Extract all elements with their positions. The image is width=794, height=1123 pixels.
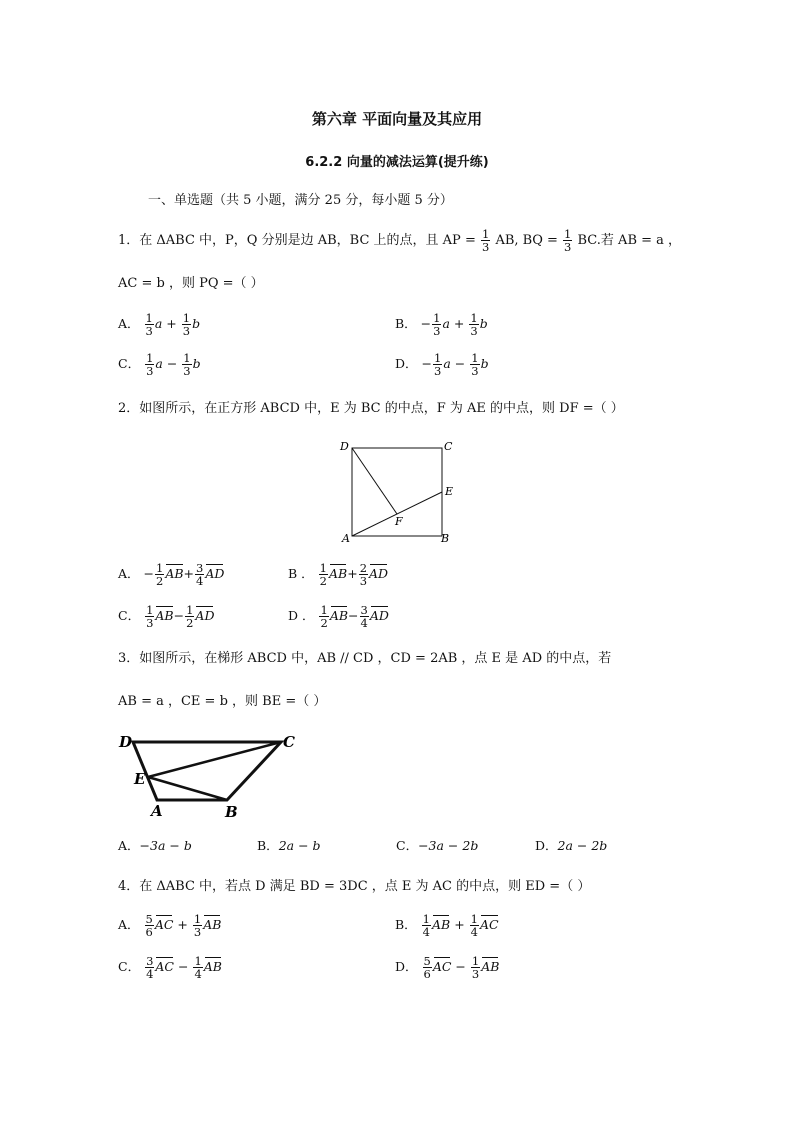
option-label: D．: [395, 959, 418, 974]
frac-denominator: 4: [146, 967, 154, 981]
frac-denominator: 2: [156, 574, 164, 588]
frac: [185, 604, 194, 629]
vector: AC: [155, 959, 174, 974]
frac-numerator: 1: [422, 912, 430, 926]
frac-numerator: 1: [470, 311, 478, 325]
option-expr: −3a − 2b: [418, 838, 479, 853]
option-expr: −3a − b: [139, 838, 192, 853]
frac-numerator: 1: [193, 912, 202, 926]
vector: AB: [329, 608, 349, 623]
frac-denominator: 3: [182, 324, 191, 338]
frac-denominator: 3: [146, 364, 154, 378]
q4-option-a[interactable]: [118, 913, 221, 938]
frac-numerator: 1: [186, 603, 194, 617]
option-label: A．: [118, 917, 140, 932]
q3-trapezoid-figure: [115, 725, 315, 825]
trapezoid-abcd: [133, 742, 281, 800]
frac: [145, 604, 154, 629]
q3-option-b[interactable]: [257, 838, 321, 854]
option-label: A．: [118, 838, 140, 853]
operator: −: [177, 959, 189, 974]
label-e: E: [445, 485, 454, 498]
frac-numerator: 1: [194, 954, 202, 968]
option-label: C．: [118, 356, 141, 371]
q2-option-a[interactable]: [118, 562, 224, 587]
q1-line1: [118, 228, 681, 253]
q3-option-d[interactable]: [535, 838, 607, 854]
option-label: D ．: [288, 608, 315, 623]
option-label: C．: [118, 959, 141, 974]
option-label: D．: [535, 838, 558, 853]
option-expr: 2a − b: [278, 838, 321, 853]
frac-numerator: 1: [471, 954, 480, 968]
q3-line1: 3．如图所示，在梯形 ABCD 中，AB // CD ，CD = 2AB ，点 E 是 AD 的中点，若: [118, 651, 612, 666]
vec-b: b: [192, 316, 201, 331]
section-heading: 一、单选题（共 5 小题，满分 25 分，每小题 5 分）: [148, 193, 453, 208]
q2-option-d[interactable]: [288, 604, 389, 629]
label-d: D: [119, 733, 133, 751]
operator: +: [454, 917, 465, 932]
frac: [145, 913, 154, 938]
option-label: D．: [395, 356, 418, 371]
q1-line1-pre: 1．在 ΔABC 中，P，Q 分别是边 AB，BC 上的点，且 AP =: [118, 233, 476, 248]
frac-denominator: 3: [481, 240, 490, 254]
vector: AD: [369, 566, 389, 581]
q1-line1-post: BC.若 AB = a ，: [577, 233, 682, 248]
label-a: A: [151, 802, 163, 820]
vector: AB: [165, 566, 184, 581]
frac: [195, 562, 204, 587]
frac-numerator: 1: [470, 912, 478, 926]
frac-denominator: 2: [319, 574, 327, 588]
frac-denominator: 4: [422, 925, 430, 939]
vec-b: b: [192, 356, 201, 371]
frac-numerator: 1: [434, 351, 442, 365]
vector: AB: [203, 917, 222, 932]
frac: [470, 352, 479, 377]
frac-denominator: 3: [470, 324, 478, 338]
frac-denominator: 4: [360, 616, 368, 630]
vector: AB: [203, 959, 222, 974]
operator: +: [453, 316, 465, 331]
frac: [319, 604, 328, 629]
frac-denominator: 3: [471, 364, 479, 378]
vector: AB: [481, 959, 500, 974]
vec-a: a: [443, 356, 451, 371]
frac-numerator: 1: [433, 311, 441, 325]
frac: [432, 312, 441, 337]
frac-numerator: 1: [182, 311, 191, 325]
label-e: E: [134, 770, 146, 788]
vec-a: a: [442, 316, 450, 331]
frac-denominator: 3: [359, 574, 368, 588]
frac-denominator: 6: [145, 925, 153, 939]
frac-denominator: 3: [193, 925, 202, 939]
frac: [469, 312, 478, 337]
vec-b: b: [480, 356, 489, 371]
label-f: F: [395, 515, 403, 528]
operator: −: [166, 356, 178, 371]
frac-numerator: 5: [423, 954, 431, 968]
frac-numerator: 1: [146, 603, 154, 617]
option-label: A．: [118, 316, 140, 331]
vector: AD: [195, 608, 215, 623]
vector: AB: [328, 566, 348, 581]
vector: AD: [205, 566, 225, 581]
vec-b: b: [479, 316, 488, 331]
q1-option-a[interactable]: [118, 312, 200, 337]
q2-text: 2．如图所示，在正方形 ABCD 中，E 为 BC 的中点，F 为 AE 的中点，则 DF =（ ）: [118, 401, 624, 416]
operator: −: [455, 959, 466, 974]
frac: [422, 913, 431, 938]
q1-option-d[interactable]: [395, 352, 489, 377]
vector: AD: [369, 608, 389, 623]
q3-option-a[interactable]: [118, 838, 192, 854]
frac: [360, 604, 369, 629]
operator: +: [183, 566, 195, 581]
q1-line1-mid: AB, BQ =: [495, 233, 558, 248]
q4-option-c[interactable]: [118, 955, 222, 980]
frac: [145, 352, 154, 377]
frac-numerator: 3: [360, 603, 368, 617]
frac-numerator: 1: [319, 561, 327, 575]
frac-denominator: 2: [320, 616, 328, 630]
vector: AB: [432, 917, 451, 932]
label-d: D: [340, 440, 349, 453]
segment-df: [352, 448, 397, 514]
segment-ec: [148, 742, 281, 777]
frac: [423, 955, 432, 980]
section-title: 6.2.2 向量的减法运算(提升练): [305, 155, 489, 170]
q1-option-b[interactable]: [395, 312, 488, 337]
frac-denominator: 3: [433, 324, 441, 338]
frac: [182, 352, 191, 377]
frac: [359, 562, 368, 587]
operator: +: [177, 917, 188, 932]
option-expr: 2a − 2b: [557, 838, 608, 853]
q2-square-figure: [335, 435, 465, 547]
frac-denominator: 6: [423, 967, 431, 981]
operator: +: [347, 566, 358, 581]
option-label: B．: [395, 316, 417, 331]
frac-numerator: 1: [146, 351, 154, 365]
frac-numerator: 1: [183, 351, 191, 365]
frac: [433, 352, 442, 377]
q2-option-c[interactable]: [118, 604, 214, 629]
label-c: C: [444, 440, 453, 453]
label-c: C: [283, 733, 295, 751]
q3-option-c[interactable]: [396, 838, 478, 854]
label-a: A: [342, 532, 350, 545]
q1-frac-2: [563, 228, 572, 253]
frac: [193, 913, 202, 938]
frac: [471, 955, 480, 980]
frac-numerator: 1: [320, 603, 328, 617]
q3-line2: AB = a ，CE = b ，则 BE =（ ）: [118, 694, 327, 709]
frac: [145, 955, 154, 980]
frac-numerator: 5: [145, 912, 153, 926]
q1-line2: AC = b ，则 PQ =（ ）: [118, 276, 264, 291]
vector: AB: [155, 608, 174, 623]
q1-option-c[interactable]: [118, 352, 201, 377]
label-b: B: [441, 532, 450, 545]
option-label: C．: [118, 608, 141, 623]
option-label: A．: [118, 566, 140, 581]
frac-numerator: 1: [156, 561, 164, 575]
frac-numerator: 1: [471, 351, 479, 365]
vector: AC: [432, 959, 452, 974]
frac-denominator: 4: [194, 967, 202, 981]
q4-option-d[interactable]: [395, 955, 499, 980]
frac-numerator: 1: [481, 227, 490, 241]
frac-denominator: 3: [471, 967, 480, 981]
label-b: B: [225, 803, 238, 821]
operator: −: [454, 356, 466, 371]
chapter-title: 第六章 平面向量及其应用: [311, 110, 483, 128]
frac-numerator: 1: [564, 227, 572, 241]
segment-eb: [148, 777, 227, 800]
q4-option-b[interactable]: [395, 913, 499, 938]
frac-denominator: 3: [564, 240, 572, 254]
frac: [193, 955, 202, 980]
frac-numerator: 3: [146, 954, 154, 968]
sign: −: [420, 316, 432, 331]
vector: AC: [154, 917, 174, 932]
frac-denominator: 3: [146, 616, 154, 630]
vec-a: a: [154, 316, 163, 331]
frac-numerator: 1: [145, 311, 153, 325]
frac-denominator: 3: [434, 364, 442, 378]
q4-text: 4．在 ΔABC 中，若点 D 满足 BD = 3DC ，点 E 为 AC 的中点，则 ED =（ ）: [118, 879, 591, 894]
option-label: B．: [395, 917, 417, 932]
sign: −: [143, 566, 154, 581]
vec-a: a: [155, 356, 163, 371]
frac-denominator: 4: [470, 925, 478, 939]
frac-denominator: 4: [196, 574, 204, 588]
sign: −: [421, 356, 432, 371]
frac-numerator: 3: [196, 561, 204, 575]
frac: [155, 562, 164, 587]
q2-option-b[interactable]: [288, 562, 388, 587]
frac-denominator: 3: [183, 364, 191, 378]
operator: −: [173, 608, 185, 623]
frac: [145, 312, 154, 337]
operator: −: [348, 608, 359, 623]
option-label: C．: [396, 838, 419, 853]
frac: [319, 562, 328, 587]
frac-denominator: 2: [186, 616, 194, 630]
option-label: B．: [257, 838, 279, 853]
q1-frac-1: [481, 228, 490, 253]
option-label: B ．: [288, 566, 314, 581]
frac-numerator: 2: [359, 561, 368, 575]
frac-denominator: 3: [145, 324, 153, 338]
frac: [470, 913, 479, 938]
frac: [182, 312, 191, 337]
vector: AC: [480, 917, 499, 932]
operator: +: [166, 316, 177, 331]
